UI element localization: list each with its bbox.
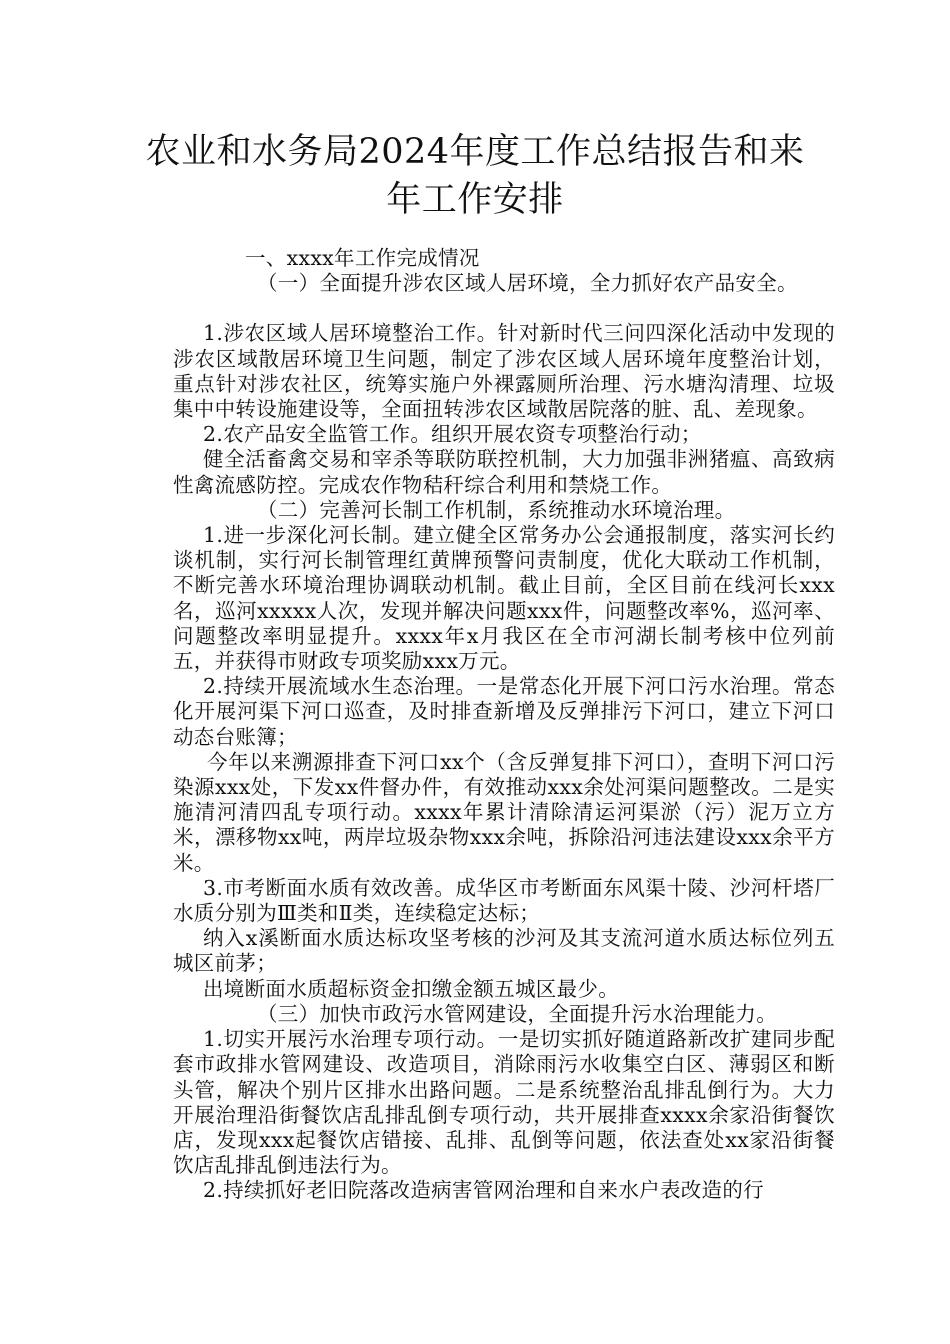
- subsection-heading: （二）完善河长制工作机制，系统推动水环境治理。: [257, 497, 736, 522]
- paragraph: 1.切实开展污水治理专项行动。一是切实抓好随道路新改扩建同步配套市政排水管网建设、改造项目，消除雨污水收集空白区、薄弱区和断头管，解决个别片区排水出路问题。二是系统整治乱排乱倒行为。大力开展治理沿街餐饮店乱排乱倒专项行动，共开展排查xxxx余家沿街餐饮店，发现xxx起餐饮店错接、乱排、乱倒等问题，依法查处xx家沿街餐饮店乱排乱倒违法行为。: [173, 1027, 835, 1178]
- section-heading: 一、xxxx年工作完成情况: [245, 246, 480, 270]
- paragraph: 健全活畜禽交易和宰杀等联防联控机制，大力加强非洲猪瘟、高致病性禽流感防控。完成农作物秸秆综合利用和禁烧工作。: [173, 447, 835, 497]
- paragraph: 1.进一步深化河长制。建立健全区常务办公会通报制度，落实河长约谈机制，实行河长制管理红黄牌预警问责制度，优化大联动工作机制，不断完善水环境治理协调联动机制。截止目前，全区目前在线河长xxx名，巡河xxxxx人次，发现并解决问题xxx件，问题整改率%，巡河率、问题整改率明显提升。xxxx年x月我区在全市河湖长制考核中位列前五，并获得市财政专项奖励xxx万元。: [173, 523, 835, 674]
- paragraph: 1.涉农区域人居环境整治工作。针对新时代三问四深化活动中发现的涉农区域散居环境卫生问题，制定了涉农区域人居环境年度整治计划，重点针对涉农社区，统筹实施户外裸露厕所治理、污水塘沟清理、垃圾集中中转设施建设等，全面扭转涉农区域散居院落的脏、乱、差现象。: [173, 321, 835, 422]
- paragraph: 今年以来溯源排查下河口xx个（含反弹复排下河口），查明下河口污染源xxx处，下发xx件督办件，有效推动xxx余处河渠问题整改。二是实施清河清四乱专项行动。xxxx年累计清除清运河渠淤（污）泥万立方米，漂移物xx吨，两岸垃圾杂物xxx余吨，拆除沿河违法建设xxx余平方米。: [173, 749, 835, 875]
- subsection-heading: （三）加快市政污水管网建设，全面提升污水治理能力。: [257, 1001, 777, 1026]
- paragraph: 2.持续开展流域水生态治理。一是常态化开展下河口污水治理。常态化开展河渠下河口巡查，及时排查新增及反弹排污下河口，建立下河口动态台账簿；: [173, 674, 835, 749]
- paragraph: 3.市考断面水质有效改善。成华区市考断面东风渠十陵、沙河杆塔厂水质分别为Ⅲ类和Ⅱ类，连续稳定达标；: [173, 875, 835, 926]
- title-line-2: 年工作安排: [386, 180, 564, 220]
- paragraph: 纳入x溪断面水质达标攻坚考核的沙河及其支流河道水质达标位列五城区前茅；: [173, 926, 835, 976]
- paragraph: 2.农产品安全监管工作。组织开展农资专项整治行动；: [203, 422, 702, 447]
- document-title: [120, 128, 830, 224]
- paragraph: 2.持续抓好老旧院落改造病害管网治理和自来水户表改造的行: [203, 1178, 764, 1203]
- subsection-heading: （一）全面提升涉农区域人居环境，全力抓好农产品安全。: [257, 271, 798, 296]
- paragraph: 出境断面水质超标资金扣缴金额五城区最少。: [203, 976, 619, 1001]
- title-line-1: 农业和水务局2024年度工作总结报告和来: [145, 132, 805, 172]
- document-body: [173, 246, 835, 1204]
